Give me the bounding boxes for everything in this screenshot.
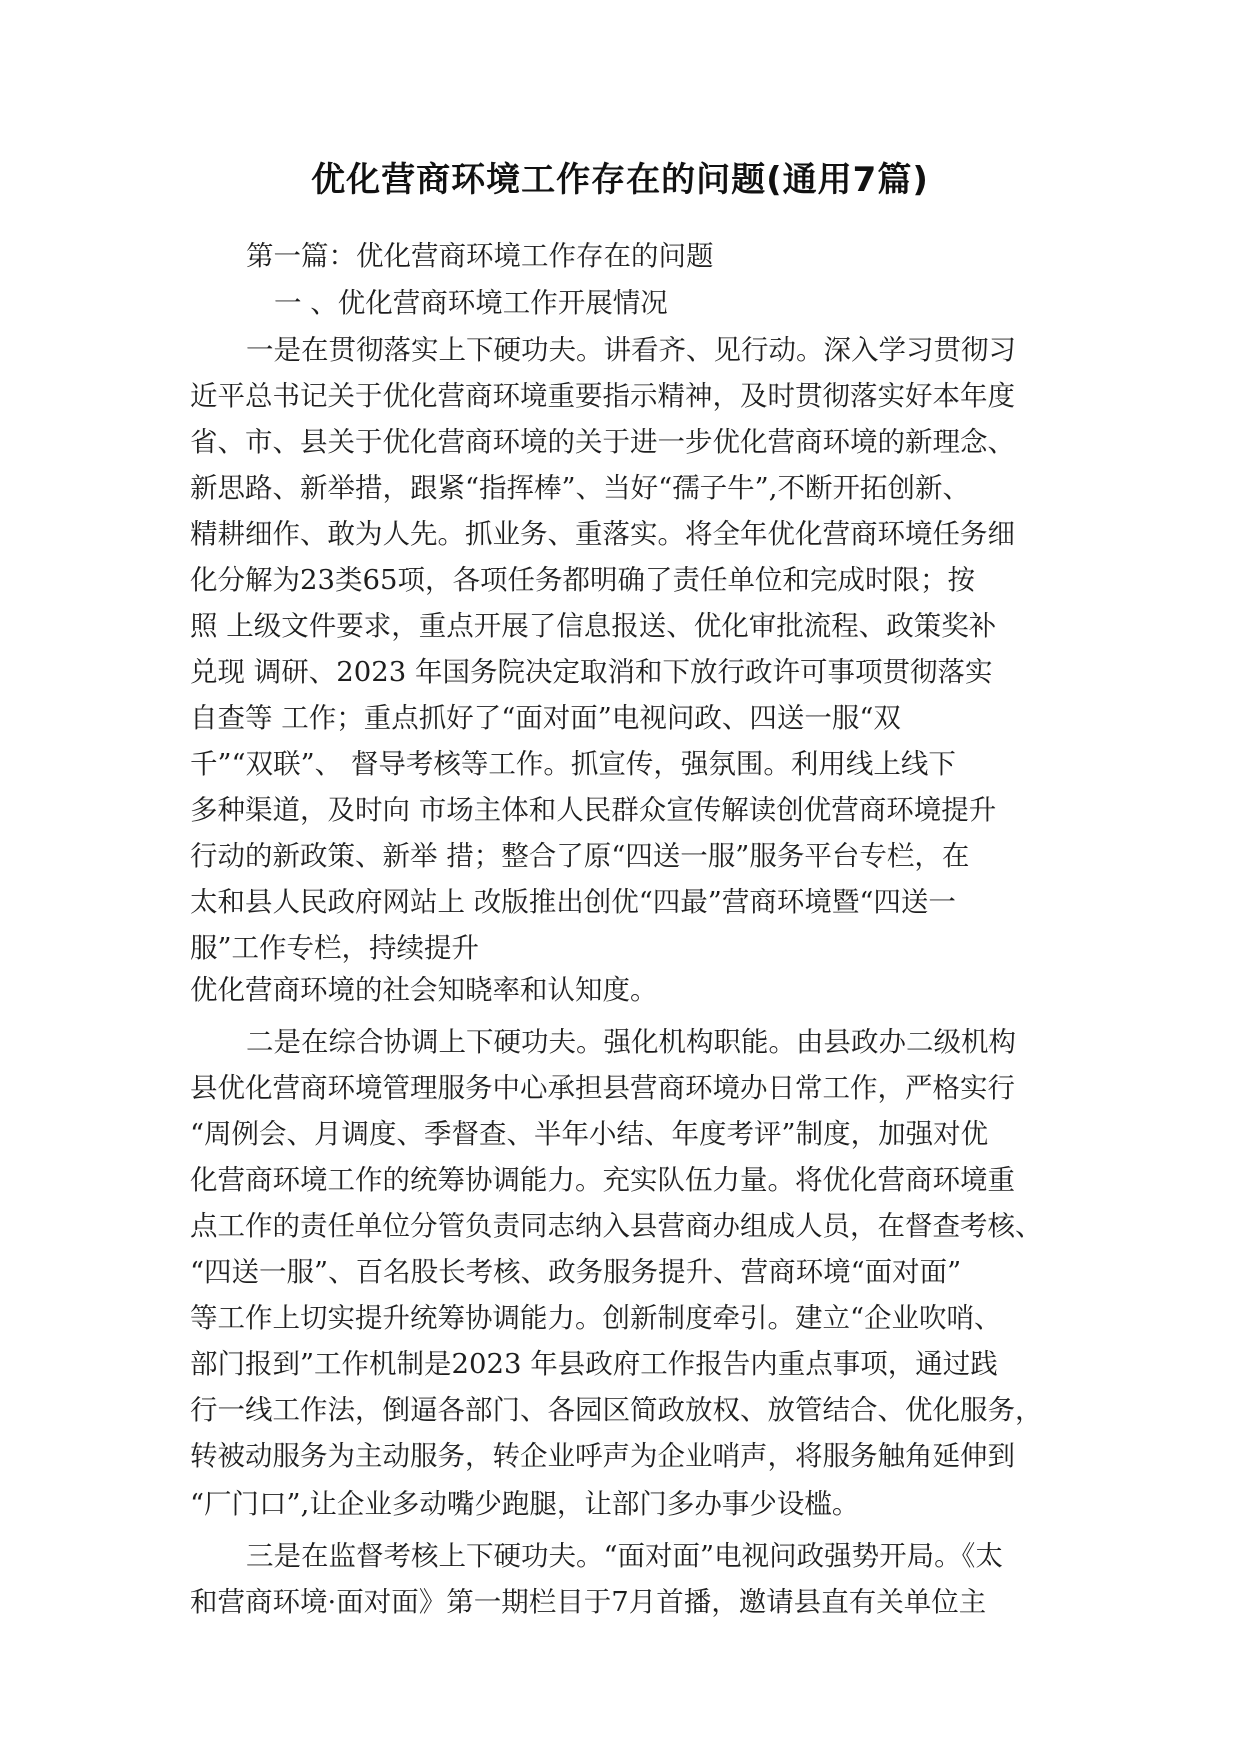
paragraph-line: 一是在贯彻落实上下硬功夫。讲看齐、见行动。深入学习贯彻习 (246, 334, 1016, 366)
paragraph-line: 服”工作专栏，持续提升 (190, 932, 480, 964)
paragraph-line: 精耕细作、敢为人先。抓业务、重落实。将全年优化营商环境任务细 (190, 518, 1015, 550)
paragraph-line: 化营商环境工作的统筹协调能力。充实队伍力量。将优化营商环境重 (190, 1164, 1015, 1196)
paragraph-line: 等工作上切实提升统筹协调能力。创新制度牵引。建立“企业吹哨、 (190, 1302, 1002, 1334)
paragraph-line: 新思路、新举措，跟紧“指挥棒”、当好“孺子牛”,不断开拓创新、 (190, 472, 970, 504)
paragraph-line: 太和县人民政府网站上 改版推出创优“四最”营商环境暨“四送一 (190, 886, 956, 918)
paragraph-line: 照 上级文件要求，重点开展了信息报送、优化审批流程、政策奖补 (190, 610, 997, 642)
paragraph-line: 转被动服务为主动服务，转企业呼声为企业哨声，将服务触角延伸到 (190, 1440, 1015, 1472)
paragraph-line: 优化营商环境的社会知晓率和认知度。 (190, 974, 658, 1006)
subsection-heading: 一 、优化营商环境工作开展情况 (274, 287, 668, 319)
paragraph-line: 化分解为23类65项，各项任务都明确了责任单位和完成时限；按 (190, 564, 975, 596)
paragraph-line: 兑现 调研、2023 年国务院决定取消和下放行政许可事项贯彻落实 (190, 656, 993, 688)
paragraph-line: 二是在综合协调上下硬功夫。强化机构职能。由县政办二级机构 (246, 1026, 1016, 1058)
paragraph-line: 近平总书记关于优化营商环境重要指示精神，及时贯彻落实好本年度 (190, 380, 1015, 412)
paragraph-line: 县优化营商环境管理服务中心承担县营商环境办日常工作，严格实行 (190, 1072, 1015, 1104)
paragraph-line: “厂门口”,让企业多动嘴少跑腿，让部门多办事少设槛。 (190, 1488, 860, 1520)
paragraph-line: 三是在监督考核上下硬功夫。“面对面”电视问政强势开局。《太 (246, 1540, 1003, 1572)
paragraph-line: 行一线工作法，倒逼各部门、各园区简政放权、放管结合、优化服务， (190, 1394, 1043, 1426)
paragraph-line: 行动的新政策、新举 措；整合了原“四送一服”服务平台专栏，在 (190, 840, 970, 872)
paragraph-line: 省、市、县关于优化营商环境的关于进一步优化营商环境的新理念、 (190, 426, 1015, 458)
paragraph-line: 和营商环境·面对面》第一期栏目于7月首播，邀请县直有关单位主 (190, 1586, 987, 1618)
section-heading: 第一篇：优化营商环境工作存在的问题 (246, 240, 714, 272)
paragraph-line: “四送一服”、百名股长考核、政务服务提升、营商环境“面对面” (190, 1256, 962, 1288)
paragraph-line: 自查等 工作；重点抓好了“面对面”电视问政、四送一服“双 (190, 702, 901, 734)
paragraph-line: 部门报到”工作机制是2023 年县政府工作报告内重点事项，通过践 (190, 1348, 998, 1380)
paragraph-line: 千”“双联”、 督导考核等工作。抓宣传，强氛围。利用线上线下 (190, 748, 956, 780)
document-title: 优化营商环境工作存在的问题(通用7篇) (311, 160, 929, 200)
paragraph-line: 点工作的责任单位分管负责同志纳入县营商办组成人员，在督查考核、 (190, 1210, 1043, 1242)
paragraph-line: “周例会、月调度、季督查、半年小结、年度考评”制度，加强对优 (190, 1118, 989, 1150)
paragraph-line: 多种渠道，及时向 市场主体和人民群众宣传解读创优营商环境提升 (190, 794, 997, 826)
